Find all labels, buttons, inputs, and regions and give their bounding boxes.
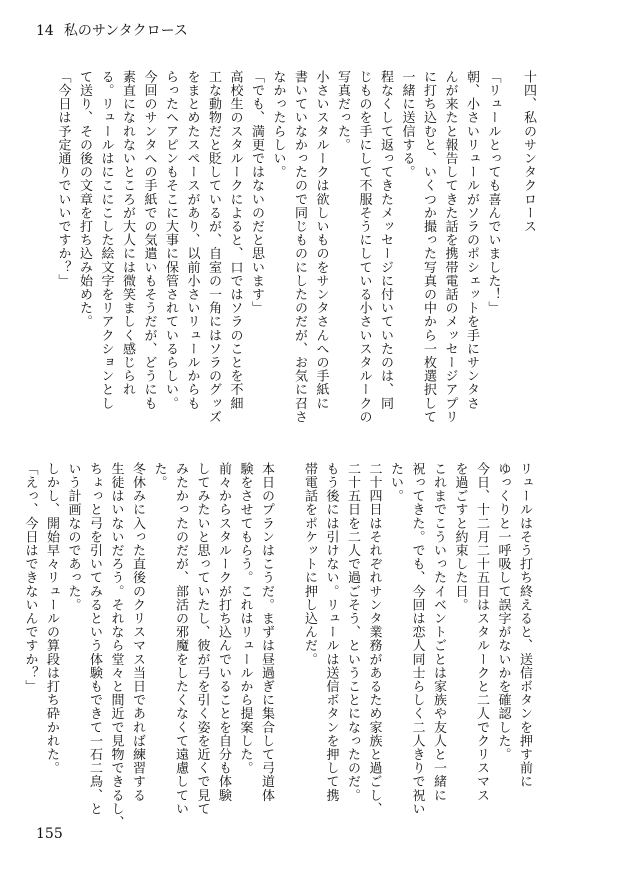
text-line: をまとめたスペースがあり、以前小さいリュールからも bbox=[184, 70, 200, 410]
text-line: る。リュールはにこにこした絵文字をリアクションとし bbox=[98, 70, 114, 410]
text-line: なかったらしい。 bbox=[270, 70, 286, 179]
text-line: 書いていなかったので同じものにしたのだが、お気に召さ bbox=[292, 70, 307, 424]
text-line: 前々からスタルークが打ち込んでいることを自分も体験 bbox=[216, 462, 231, 802]
text-line: たい。 bbox=[388, 462, 403, 503]
text-line: してみたいと思っていたし、彼が弓を引く姿を近くで見て bbox=[194, 462, 210, 816]
text-line: らったヘアピンもそこに大事に保管されているらしい。 bbox=[163, 70, 178, 410]
chapter-title: 十四、私のサンタクロース bbox=[521, 70, 536, 234]
text-line: 生徒はいないだろう。それなら堂々と間近で見物できるし、 bbox=[108, 462, 124, 830]
text-line: 二十五日を二人で過ごそう、ということになったのだ。 bbox=[345, 462, 360, 802]
text-line: リュールはそう打ち終えると、送信ボタンを押す前に bbox=[517, 462, 532, 789]
text-line: 工な動物だと貶しているが、自室の一角にはソラのグッズ bbox=[206, 70, 221, 424]
text-line: ちょっと弓を引いてみるという体験もできて一石二鳥、と bbox=[87, 462, 102, 816]
text-line: 帯電話をポケットに押し込んだ。 bbox=[302, 462, 317, 666]
text-line: 程なくして返ってきたメッセージに付いていたのは、同 bbox=[378, 70, 393, 410]
lower-text-block bbox=[19, 462, 535, 834]
text-line: 「リュールとっても喜んでいました！」 bbox=[485, 70, 501, 315]
text-line: いう計画なのであった。 bbox=[65, 462, 81, 612]
page-number: 155 bbox=[36, 826, 63, 842]
text-line: もう後には引けない。リュールは送信ボタンを押して携 bbox=[323, 462, 339, 802]
upper-text-block bbox=[52, 70, 541, 470]
text-line: に打ち込むと、いくつか撮った写真の中から一枚選択して bbox=[421, 70, 436, 424]
text-line: じものを手にして不服そうにしている小さいスタルークの bbox=[356, 70, 372, 424]
text-line: 小さいスタルークは欲しいものをサンタさんへの手紙に bbox=[313, 70, 329, 410]
text-line: 高校生のスタルークによると、口ではソラのことを不細 bbox=[227, 70, 243, 410]
text-line: を過ごすと約束した日。 bbox=[452, 462, 468, 612]
text-line: みたかったのだが、部活の邪魔をしたくなくて遠慮してい bbox=[173, 462, 188, 816]
paragraph-gap bbox=[277, 462, 299, 834]
text-line: 「今日は予定通りでいいですか？」 bbox=[55, 70, 71, 288]
running-header bbox=[36, 20, 396, 42]
header-page-number: 14 bbox=[36, 23, 54, 39]
text-line: 写真だった。 bbox=[335, 70, 350, 152]
text-line: 一緒に送信する。 bbox=[399, 70, 415, 179]
text-line: 二十四日はそれぞれサンタ業務があるため家族と過ごし、 bbox=[366, 462, 382, 816]
text-line: た。 bbox=[151, 462, 167, 490]
text-line: これまでこういったイベントごとは家族や友人と一緒に bbox=[431, 462, 446, 802]
text-line: 冬休みに入った直後のクリスマス当日であれば練習する bbox=[130, 462, 145, 802]
text-line: しかし、開始早々リュールの算段は打ち砕かれた。 bbox=[44, 462, 59, 775]
text-line: 本日のプランはこうだ。まずは昼過ぎに集合して弓道体 bbox=[259, 462, 274, 802]
text-line: 祝ってきた。でも、今回は恋人同士らしく二人きりで祝い bbox=[409, 462, 425, 816]
text-line: 朝、小さいリュールがソラのポシェットを手にサンタさ bbox=[464, 70, 479, 410]
header-title: 私のサンタクロース bbox=[63, 23, 188, 39]
text-line: て送り、その後の文章を打ち込み始めた。 bbox=[77, 70, 92, 329]
text-line: 素直になれないところが大人には微笑ましく感じられ bbox=[120, 70, 135, 397]
text-line: 今回のサンタへの手紙での気遣いもそうだが、どうにも bbox=[141, 70, 157, 410]
text-line: ゆっくりと一呼吸して誤字がないかを確認した。 bbox=[495, 462, 511, 762]
text-line: んが来たと報告してきた話を携帯電話のメッセージアプリ bbox=[442, 70, 458, 424]
text-line: 験をさせてもらう。これはリュールから提案した。 bbox=[237, 462, 253, 775]
text-line: 「えっ、今日はできないんですか？」 bbox=[22, 462, 38, 694]
text-line: 「でも、満更ではないのだと思います」 bbox=[249, 70, 264, 315]
text-line: 今日、十二月二十五日はスタルークと二人でクリスマス bbox=[474, 462, 489, 802]
